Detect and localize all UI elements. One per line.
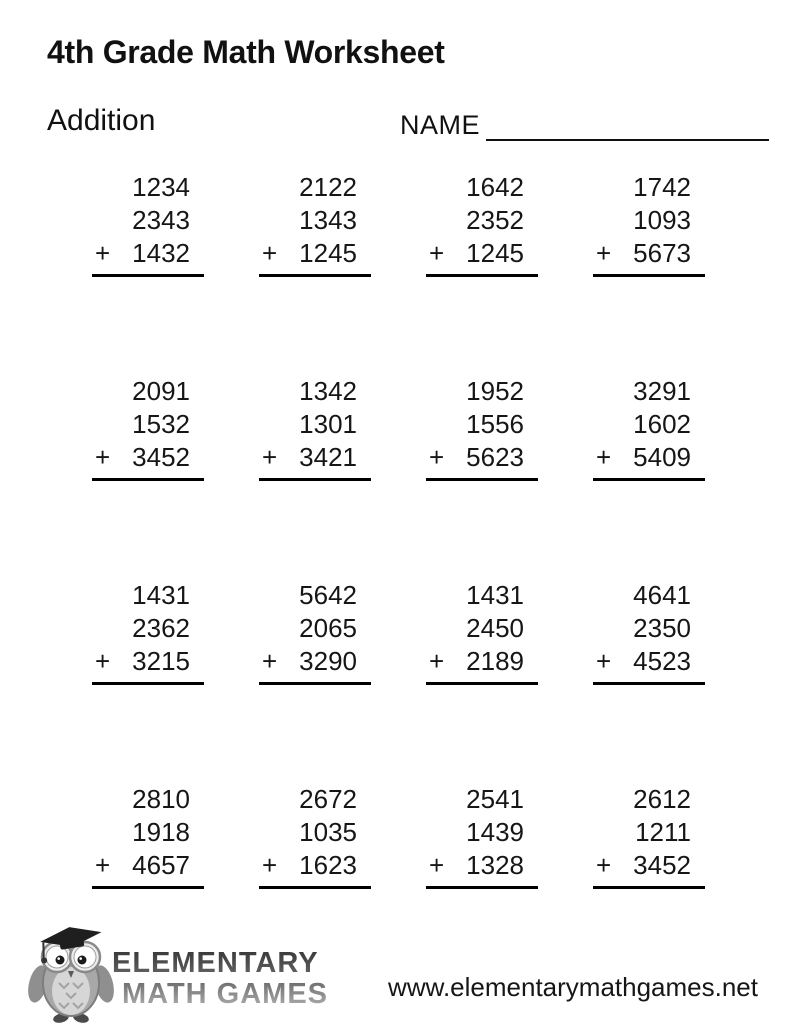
answer-line — [593, 886, 705, 889]
plus-operator: + — [429, 442, 445, 472]
owl-graduation-cap-icon — [28, 926, 114, 1024]
addend-1: 2612 — [633, 784, 691, 814]
addend-2: 1301 — [299, 409, 357, 439]
addend-3: 1328 — [466, 850, 524, 880]
addend-2: 1532 — [132, 409, 190, 439]
addend-1: 2672 — [299, 784, 357, 814]
operator-row — [259, 849, 371, 882]
addition-problem — [426, 375, 538, 481]
addend-1: 4641 — [633, 580, 691, 610]
addend-2: 2362 — [132, 613, 190, 643]
plus-operator: + — [429, 646, 445, 676]
section-title: Addition — [47, 104, 156, 137]
addition-problem — [426, 171, 538, 277]
addend-2: 1211 — [635, 817, 691, 847]
website-url: www.elementarymathgames.net — [388, 972, 758, 1002]
addend-1: 3291 — [633, 376, 691, 406]
addition-problem — [593, 171, 705, 277]
addition-problem — [259, 579, 371, 685]
addend-2: 1035 — [299, 817, 357, 847]
plus-operator: + — [95, 850, 111, 880]
addend-2: 2343 — [132, 205, 190, 235]
operator-row — [426, 237, 538, 270]
logo-line-2: MATH GAMES — [122, 978, 329, 1010]
operator-row — [593, 441, 705, 474]
answer-line — [259, 478, 371, 481]
operator-row — [92, 237, 204, 270]
addend-3: 1623 — [299, 850, 357, 880]
answer-line — [593, 274, 705, 277]
addend-2: 2352 — [466, 205, 524, 235]
addition-problem — [92, 375, 204, 481]
operator-row — [259, 237, 371, 270]
addition-problem — [593, 375, 705, 481]
plus-operator: + — [262, 238, 278, 268]
addition-problem — [593, 783, 705, 889]
addend-3: 3215 — [132, 646, 190, 676]
addend-2: 2450 — [466, 613, 524, 643]
addend-1: 1742 — [633, 172, 691, 202]
name-label: NAME — [400, 110, 481, 140]
operator-row — [426, 441, 538, 474]
plus-operator: + — [596, 646, 612, 676]
addend-1: 1234 — [132, 172, 190, 202]
operator-row — [259, 645, 371, 678]
logo-wordmark — [112, 948, 328, 1010]
addend-3: 4657 — [132, 850, 190, 880]
plus-operator: + — [429, 850, 445, 880]
addition-problem — [92, 783, 204, 889]
addend-1: 5642 — [299, 580, 357, 610]
addend-2: 1439 — [466, 817, 524, 847]
addend-3: 3421 — [299, 442, 357, 472]
addition-problem — [259, 375, 371, 481]
plus-operator: + — [596, 850, 612, 880]
addition-problem — [259, 171, 371, 277]
addend-2: 1556 — [466, 409, 524, 439]
answer-line — [426, 682, 538, 685]
addend-3: 5409 — [633, 442, 691, 472]
addend-2: 1602 — [633, 409, 691, 439]
operator-row — [259, 441, 371, 474]
answer-line — [259, 886, 371, 889]
addend-3: 3452 — [132, 442, 190, 472]
plus-operator: + — [95, 646, 111, 676]
plus-operator: + — [596, 238, 612, 268]
addition-problem — [259, 783, 371, 889]
addend-3: 1245 — [299, 238, 357, 268]
plus-operator: + — [95, 238, 111, 268]
plus-operator: + — [95, 442, 111, 472]
addend-3: 4523 — [633, 646, 691, 676]
addend-1: 2091 — [132, 376, 190, 406]
problems-grid — [92, 171, 705, 889]
addend-3: 5623 — [466, 442, 524, 472]
name-blank-line — [486, 111, 769, 141]
answer-line — [426, 886, 538, 889]
answer-line — [92, 274, 204, 277]
answer-line — [92, 478, 204, 481]
addend-2: 1093 — [633, 205, 691, 235]
answer-line — [426, 274, 538, 277]
addend-2: 1918 — [132, 817, 190, 847]
addend-2: 1343 — [299, 205, 357, 235]
plus-operator: + — [262, 442, 278, 472]
addend-1: 1431 — [466, 580, 524, 610]
addend-3: 1432 — [132, 238, 190, 268]
addend-3: 3290 — [299, 646, 357, 676]
addend-3: 1245 — [466, 238, 524, 268]
answer-line — [259, 682, 371, 685]
addition-problem — [426, 783, 538, 889]
addend-1: 1952 — [466, 376, 524, 406]
addend-3: 3452 — [633, 850, 691, 880]
operator-row — [92, 645, 204, 678]
page-title: 4th Grade Math Worksheet — [47, 34, 445, 70]
addend-1: 1642 — [466, 172, 524, 202]
logo-line-1: ELEMENTARY — [112, 947, 319, 979]
addition-problem — [593, 579, 705, 685]
answer-line — [259, 274, 371, 277]
operator-row — [593, 645, 705, 678]
plus-operator: + — [596, 442, 612, 472]
addend-3: 5673 — [633, 238, 691, 268]
operator-row — [92, 441, 204, 474]
operator-row — [593, 849, 705, 882]
addend-2: 2350 — [633, 613, 691, 643]
answer-line — [92, 682, 204, 685]
addend-1: 2122 — [299, 172, 357, 202]
operator-row — [593, 237, 705, 270]
plus-operator: + — [262, 850, 278, 880]
addend-1: 1431 — [132, 580, 190, 610]
addend-2: 2065 — [299, 613, 357, 643]
operator-row — [426, 645, 538, 678]
addition-problem — [426, 579, 538, 685]
addend-3: 2189 — [466, 646, 524, 676]
answer-line — [426, 478, 538, 481]
operator-row — [426, 849, 538, 882]
addition-problem — [92, 579, 204, 685]
answer-line — [593, 478, 705, 481]
plus-operator: + — [262, 646, 278, 676]
addend-1: 1342 — [299, 376, 357, 406]
answer-line — [593, 682, 705, 685]
addend-1: 2810 — [132, 784, 190, 814]
operator-row — [92, 849, 204, 882]
addition-problem — [92, 171, 204, 277]
addend-1: 2541 — [466, 784, 524, 814]
plus-operator: + — [429, 238, 445, 268]
answer-line — [92, 886, 204, 889]
name-row — [400, 110, 769, 141]
